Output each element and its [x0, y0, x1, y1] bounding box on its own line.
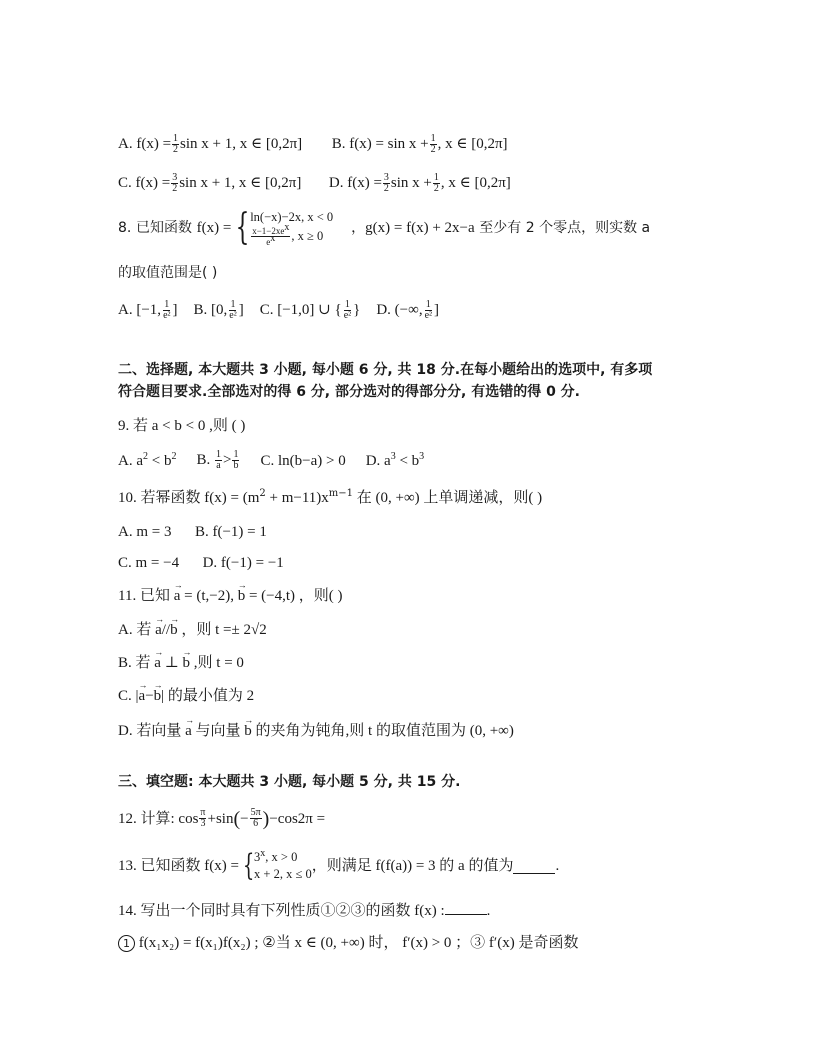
question-12: 12. 计算: cos $\frac{\pi}{3}$ +sin ( − $\frac{5\pi}{6}$ ) −cos2π =: [118, 807, 326, 830]
q11-option-c: C. |→ a−→ b| 的最小值为 2: [118, 686, 254, 706]
q8-piecewise: ln(−x)−2x, x < 0 $\frac{x-1-2xe^x}{e^x}$ , x ≥ 0: [250, 210, 334, 247]
q7-option-a: A. f(x) = $\frac{1}{2}$ sin x + 1, x ∈ [0,2π]: [118, 133, 303, 156]
q11-option-b: B. 若 → a ⊥ → b ,则 t = 0: [118, 653, 244, 673]
q10-options-cd: [118, 553, 284, 573]
q9-option-c: C. ln(b−a) > 0: [260, 452, 346, 469]
question-11: 11. 已知 → a = (t,−2), → b = (−4,t) ，则( ): [118, 586, 343, 606]
q10-option-a: A. m = 3: [118, 524, 172, 540]
q9-option-a: A. $a^2 < b^2$: [118, 450, 177, 469]
q7-option-c-d: [118, 173, 511, 194]
answer-blank-13[interactable]: [513, 859, 555, 874]
section-2-heading: 二、选择题, 本大题共 3 小题, 每小题 6 分, 共 18 分.在每小题给出的选项中, 有多项: [118, 362, 653, 378]
q8-option-a: A. [−1, $\frac{1}{\text{e²}}$ ]: [118, 299, 178, 322]
q11-option-a: A. 若 → a//→ b ，则 t =± 2√2: [118, 620, 267, 640]
question-14-properties: 1 f(x₁x₂) = f(x₁)f(x₂) ; ②当 x ∈ (0, +∞) 时， f′(x) > 0 ；③ f′(x) 是奇函数: [118, 933, 578, 953]
q9-option-b: B. $\frac{1}{a}$ > $\frac{1}{b}$: [196, 449, 239, 472]
q10-option-b: B. f(−1) = 1: [194, 524, 267, 540]
circled-one-icon: 1: [118, 935, 135, 952]
q8-options: [118, 300, 439, 321]
q8-option-d: D. (−∞, $\frac{1}{\text{e²}}$ ]: [376, 299, 440, 322]
q7-option-d: D. f(x) = $\frac{3}{2}$ sin x + $\frac{1}{2}$ , x ∈ [0,2π]: [328, 172, 511, 195]
q10-options-ab: [118, 522, 267, 542]
section-2-heading-2: 符合题目要求.全部选对的得 6 分, 部分选对的得部分分, 有选错的得 0 分.: [118, 384, 580, 400]
question-10: 10. 若幂函数 $f(x) = (m^2 + m-11)x^{m-1}$ 在 (0, +∞) 上单调递减，则( ): [118, 488, 543, 506]
q9-options: [118, 450, 424, 471]
q8-option-c: C. [−1,0] ∪ { $\frac{1}{\text{e²}}$ }: [259, 299, 361, 322]
answer-blank-14[interactable]: [445, 900, 487, 915]
piecewise-brace: {: [235, 207, 250, 248]
question-8: 8. 已知函数 f(x) = { ln(−x)−2x, x < 0 $\frac{x-1-2xe^x}{e^x}$ , x ≥ 0 ， g(x) = f(x) + 2x−a 至少有 2 个零点，则实数 a: [118, 207, 651, 248]
q9-option-d: D. $a^3 < b^3$: [365, 450, 425, 469]
question-13: 13. 已知函数 f(x) = { 3$^x$, x > 0 x + 2, x ≤ 0 ，则满足 f(f(a)) = 3 的 a 的值为 .: [118, 847, 560, 883]
q7-option-b: B. f(x) = sin x + $\frac{1}{2}$ , x ∈ [0,2π]: [331, 133, 508, 156]
q7-option-c: C. f(x) = $\frac{3}{2}$ sin x + 1, x ∈ [0,2π]: [118, 172, 302, 195]
q8-option-b: B. [0, $\frac{1}{\text{e²}}$ ]: [193, 299, 244, 322]
question-8-line2: 的取值范围是( ): [118, 265, 218, 281]
q10-option-c: C. m = −4: [118, 555, 180, 571]
q10-option-d: D. f(−1) = −1: [202, 555, 284, 571]
question-9: 9. 若 a < b < 0 ,则 ( ): [118, 418, 246, 434]
q11-option-d: D. 若向量 → a 与向量 → b 的夹角为钝角,则 t 的取值范围为 (0, +∞): [118, 721, 514, 741]
q7-option-a-b: [118, 134, 508, 155]
question-14: 14. 写出一个同时具有下列性质①②③的函数 f(x) : .: [118, 900, 490, 921]
section-3-heading: 三、填空题: 本大题共 3 小题, 每小题 5 分, 共 15 分.: [118, 774, 461, 790]
